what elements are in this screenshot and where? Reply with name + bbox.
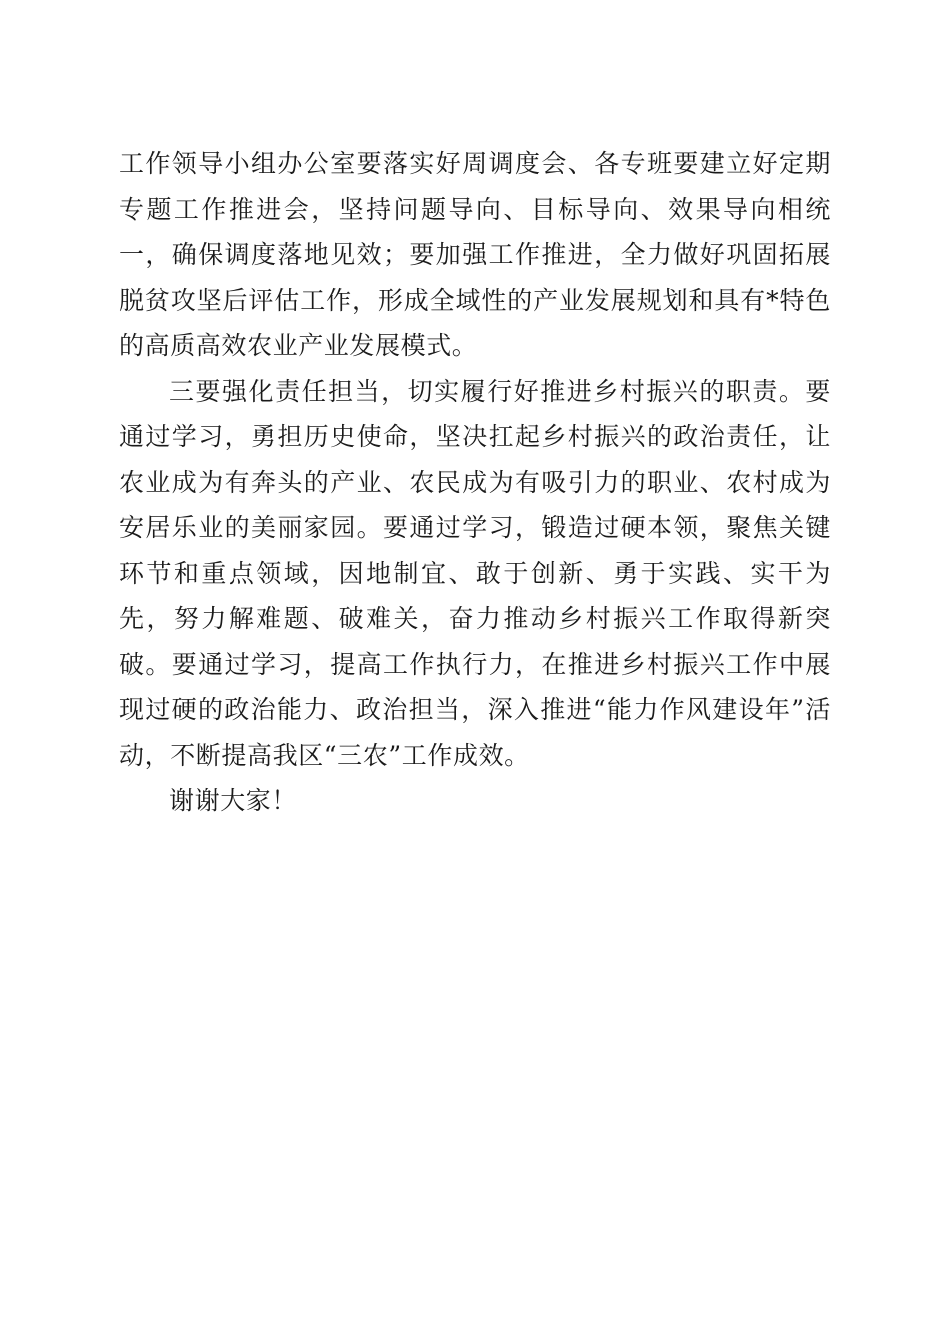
document-body — [119, 141, 831, 824]
paragraph-closing: 谢谢大家！ — [169, 786, 298, 815]
paragraph-continuation: 工作领导小组办公室要落实好周调度会、各专班要建立好定期专题工作推进会，坚持问题导向、目标导向、效果导向相统一，确保调度落地见效；要加强工作推进，全力做好巩固拓展脱贫攻坚后评估工作，形成全域性的产业发展规划和具有*特色的高质高效农业产业发展模式。 — [119, 149, 831, 360]
paragraph-point-three: 三要强化责任担当，切实履行好推进乡村振兴的职责。要通过学习，勇担历史使命，坚决扛起乡村振兴的政治责任，让农业成为有奔头的产业、农民成为有吸引力的职业、农村成为安居乐业的美丽家园。要通过学习，锻造过硬本领，聚焦关键环节和重点领域，因地制宜、敢于创新、勇于实践、实干为先，努力解难题、破难关，奋力推动乡村振兴工作取得新突破。要通过学习，提高工作执行力，在推进乡村振兴工作中展现过硬的政治能力、政治担当，深入推进“能力作风建设年”活动，不断提高我区“三农”工作成效。 — [119, 376, 831, 770]
